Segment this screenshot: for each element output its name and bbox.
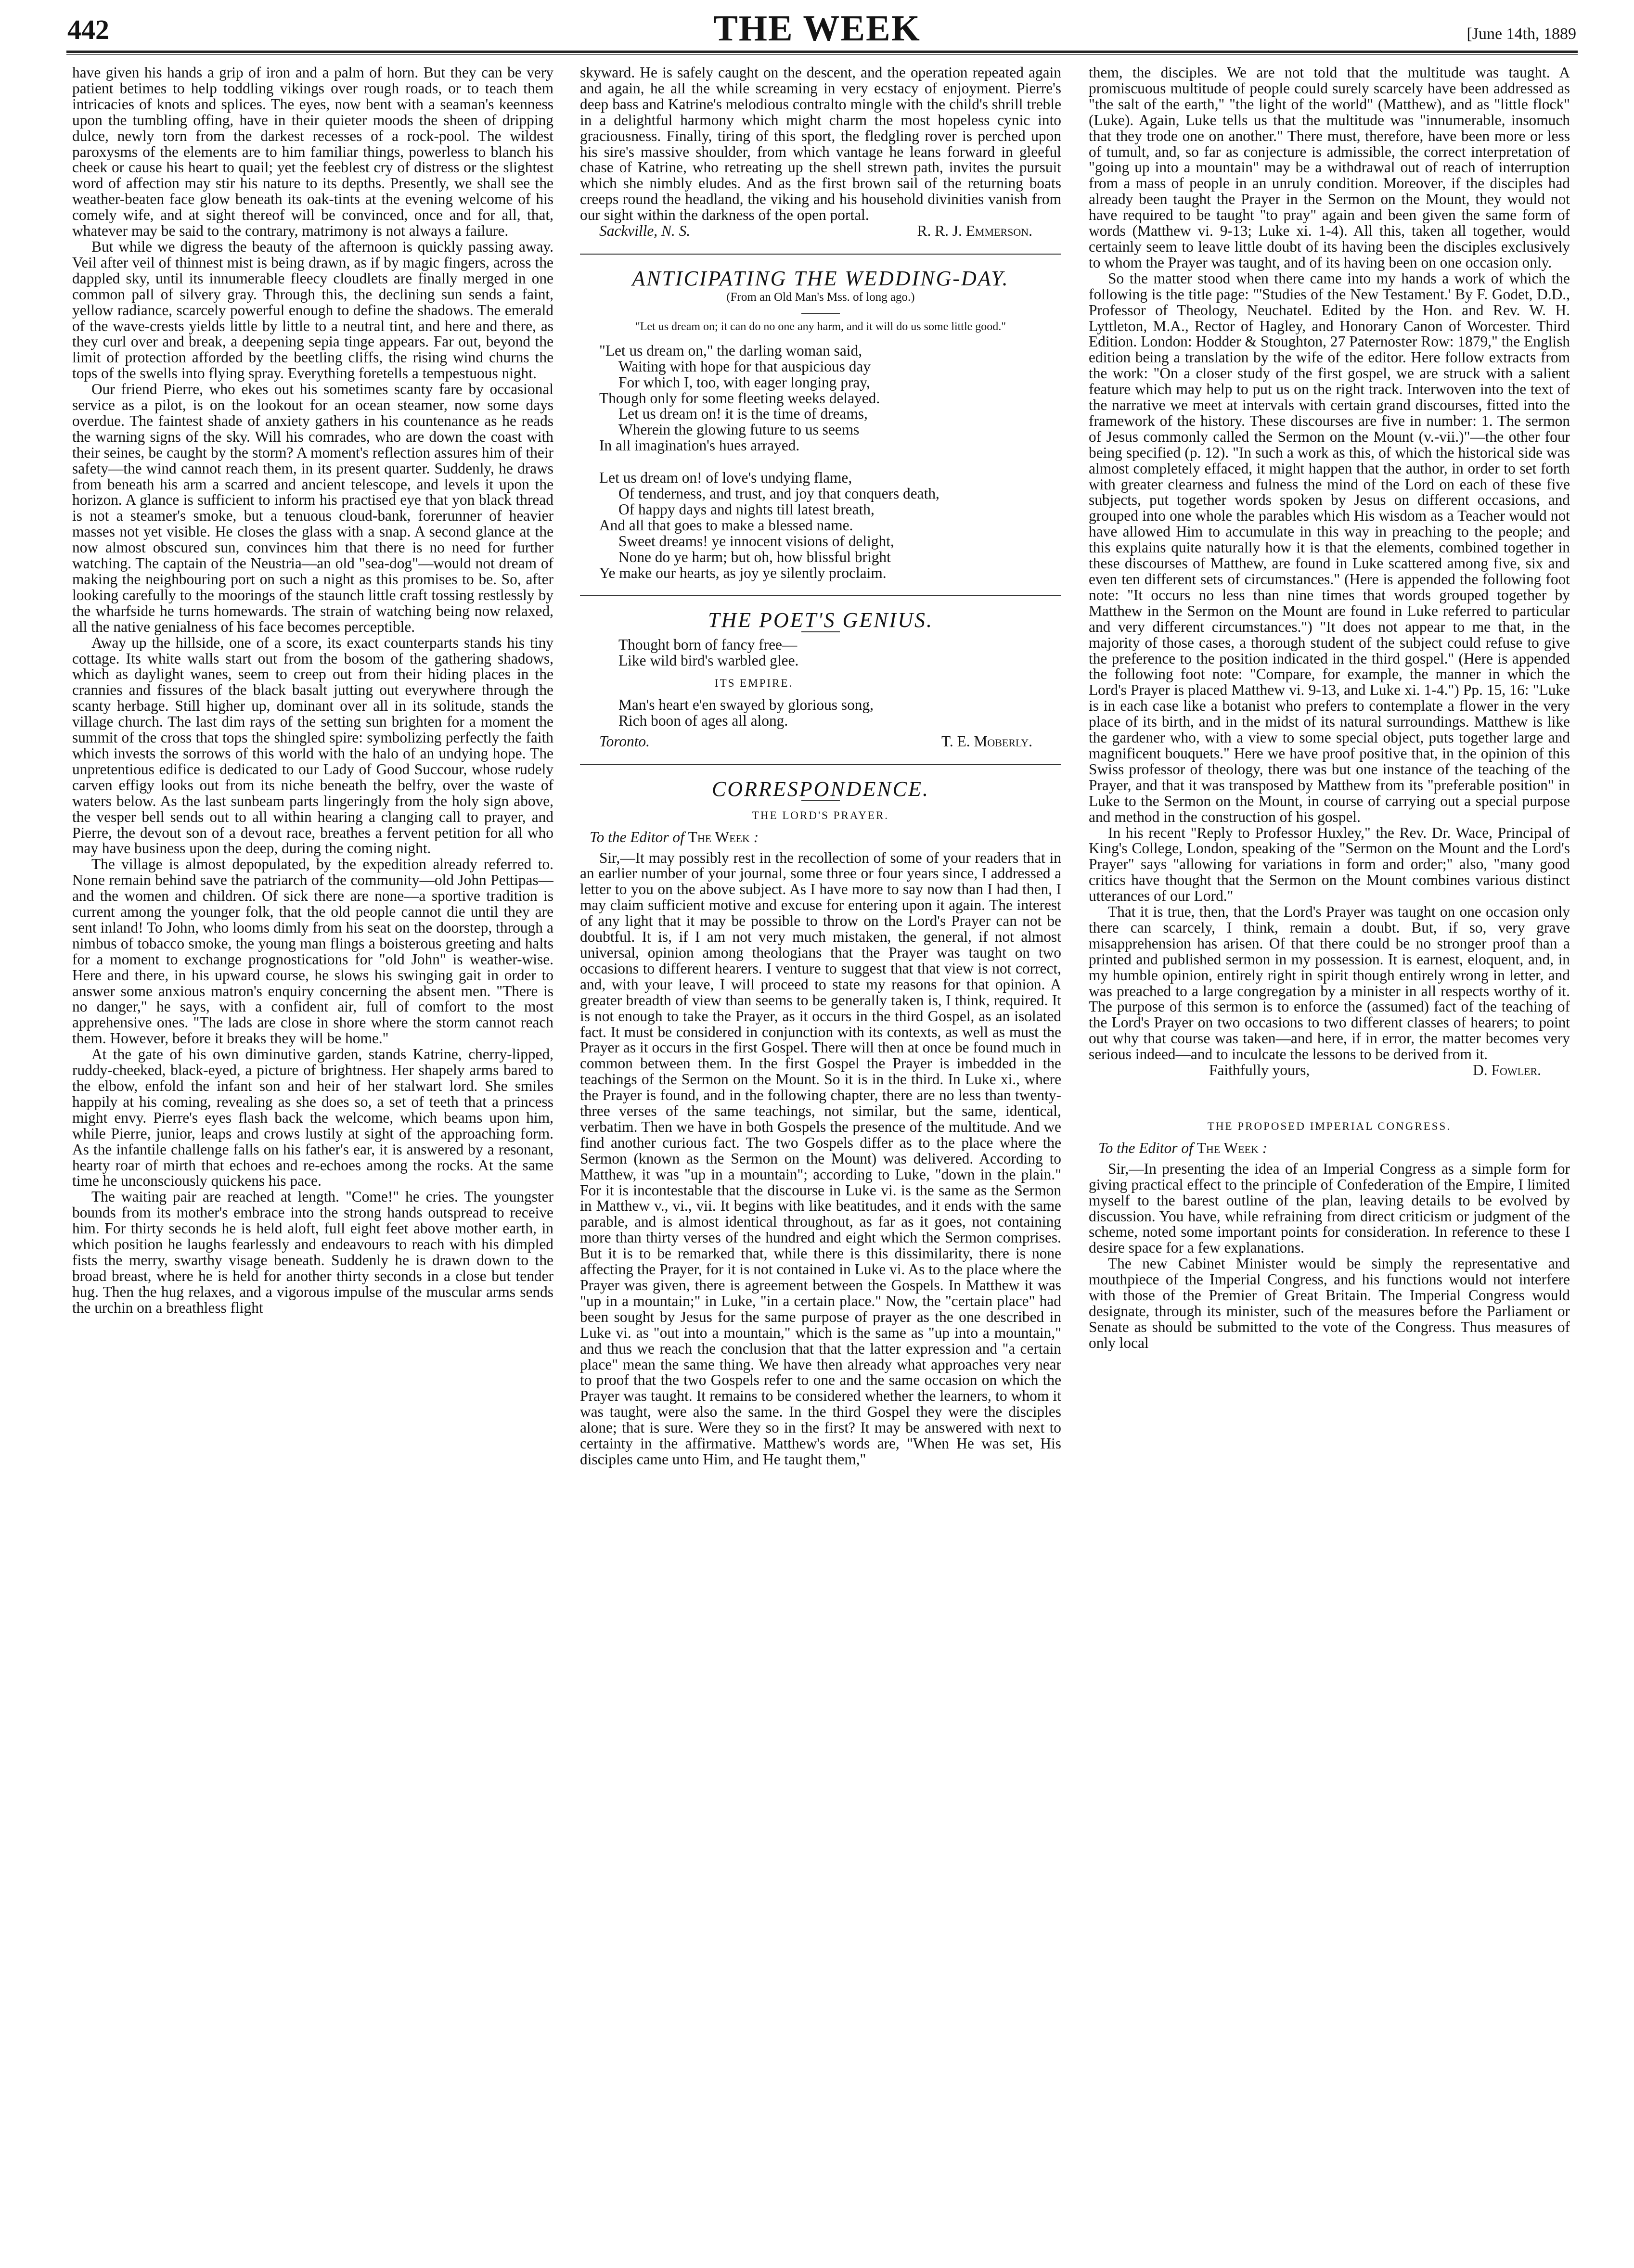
poem-line: Though only for some fleeting weeks delayed. — [599, 389, 880, 407]
paragraph: Sir,—It may possibly rest in the recollection of some of your readers that in an earlier number of your journal, some three or four years since, I addressed a letter to you on the above subject. As I have more to say now than I had then, I may claim sufficient motive and excuse for entering upon it again. The interest of any light that it may be possible to throw on the Lord's Prayer can not be doubtful. It is, if I am not very much mistaken, the general, if not almost universal, opinion among theologians that the Prayer was taught on two occasions to different hearers. I venture to suggest that that view is not correct, and, with your leave, I will proceed to state my reasons for that opinion. A greater breadth of view than seems to be generally taken is, I think, required. It is not enough to take the Prayer, as it occurs in the third Gospel, as an isolated fact. It must be considered in conjunction with its contexts, as well as must the Prayer as it occurs in the first Gospel. There will then at once be found much in common between them. In the first Gospel the Prayer is imbedded in the teachings of the Sermon on the Mount. So it is in the third. In Luke xi., where the Prayer is found, and in the following chapter, there are no less than twenty-three verses of the same teachings, not similar, but the same, identical, verbatim. Then we have in both Gospels the presence of the multitude. And we find another curious fact. The two Gospels differ as to the place where the Sermon (known as the Sermon on the Mount) was delivered. According to Matthew, it was "up in a mountain"; according to Luke, "down in the plain." For it is incontestable that the discourse in Luke vi. is the same as the Sermon in Matthew v., vi., vii. It begins with like beatitudes, and it ends with the same parable, and is almost identical throughout, as far as it goes, not containing more than thirty verses of the hundred and eight which the Sermon comprises. But it is to be remarked that, while there is this dissimilarity, there is none affecting the Prayer, for it is not contained in Luke vi. As to the place where the Prayer was given, there is agreement between the Gospels. In Matthew it was "up in a mountain;" in Luke, "in a certain place." Now, the "certain place" had been sought by Jesus for the same purpose of prayer as the one described in Luke vi. as "out into a mountain," which is the same as "up into a mountain," and thus we reach the conclusion that that the latter expression and "a certain place" mean the same thing. We have then already what approaches very near to proof that the two Gospels refer to one and the same occasion on which the Prayer was taught. It remains to be considered whether the learners, to whom it was taught, were also the same. In the third Gospel they were the disciples alone; that is sure. Were they so in the first? It may be answered with next to certainty in the affirmative. Matthew's words are, "When He was set, His disciples came unto Him, and He taught them," — [580, 849, 1061, 1468]
poem-epigraph: "Let us dream on; it can do no one any harm, and it will do us some little good." — [635, 320, 1006, 333]
paragraph: So the matter stood when there came into my hands a work of which the following is the title page: "'Studies of the New Testament.' By F. Godet, D.D., Professor of Theology, Neuchatel. Edited by the Hon. and Rev. W. H. Lyttleton, M.A., Rector of Hagley, and Honorary Canon of Worcester. Third Edition. London: Hodder & Stoughton, 27 Paternoster Row: 1879," the English edition being a translation by the wife of the editor. Here follow extracts from the work: "On a closer study of the first gospel, we are struck with a salient feature which may help to put us on the right track. Interwoven into the text of the narrative we meet at intervals with certain grand discourses, fitted into the framework of the history. These discourses are five in number: 1. The sermon of Jesus commonly called the Sermon on the Mount (v.-vii.)"—the other four being specified (p. 12). "In such a work as this, of which the historical side was almost completely effaced, it might happen that the author, in order to set forth with greater clearness and fulness the mind of the Lord on each of these five subjects, put together words spoken by Jesus on different occasions, and grouped into one whole the parables which His wisdom as a Teacher would not have allowed Him to accumulate in this way in preaching to the people; and this explains quite naturally how it is that the elements, combined together in these discourses of Matthew, are found in Luke scattered among five, six and even ten different sets of circumstances." (Here is appended the following foot note: "It occurs no less than nine times that words grouped together by Matthew in the Sermon on the Mount are found in Luke referred to particular and very different circumstances.") "It does not appear to me that, in the majority of those cases, a thorough student of the subject could refuse to give the preference to the position indicated in the third gospel." (Here is appended the following foot note: "Compare, for example, the manner in which the Lord's Prayer is placed Matthew vi. 9-13, and Luke xi. 1-4.") Pp. 15, 16: "Luke is in each case like a botanist who prefers to contemplate a flower in the very place of its birth, and in the midst of its natural surroundings. Matthew is like the gardener who, with a view to some special object, puts together large and magnificent bouquets." Here we have proof positive that, in the opinion of this Swiss professor of theology, there was but one instance of the teaching of the Prayer, and that it was transposed by Matthew from its "preferable position" in Luke to the Sermon on the Mount, in course of carrying out a special purpose and method in the construction of his gospel. — [1089, 269, 1570, 825]
letter-salutation — [590, 830, 1061, 846]
paragraph: The village is almost depopulated, by the expedition already referred to. None remain behind save the patriarch of the community—old John Pettipas—and the women and children. Of sick there are none—a sportive tradition is current among the younger folk, that the old people cannot die until they are sent inland! To John, who looms dimly from his seat on the doorstep, through a nimbus of tobacco smoke, the young man flings a boisterous greeting and halts for a moment to exchange prognostications for "old John" is weather-wise. Here and there, in his upward course, he slows his swinging gait in order to answer some anxious matron's enquiry concerning the absent men. "There is no danger," he says, with a confident air, full of comfort to the most apprehensive ones. "The lads are close in shore where the storm cannot reach them. However, before it breaks they will be home." — [72, 856, 553, 1047]
signature-author: T. E. Moberly. — [941, 732, 1032, 750]
poem-subheading: ITS EMPIRE. — [715, 677, 794, 690]
poem-line: Like wild bird's warbled glee. — [618, 652, 799, 669]
header-rule-thin — [66, 54, 1578, 55]
column-3 — [1089, 65, 1570, 2259]
poem-line: Man's heart e'en swayed by glorious song, — [618, 696, 874, 714]
closing-text: Faithfully yours, — [1209, 1062, 1310, 1079]
issue-date: [June 14th, 1889 — [1467, 25, 1576, 43]
paragraph: In his recent "Reply to Professor Huxley," the Rev. Dr. Wace, Principal of King's College, London, speaking of the "Sermon on the Mount and the Lord's Prayer" says "allowing for variations in form and order;" also, "many good critics have thought that the Sermon on the Mount combines various distinct utterances of our Lord." — [1089, 824, 1570, 905]
salutation-colon: : — [753, 828, 759, 846]
poem-line: Rich boon of ages all along. — [618, 712, 788, 729]
poem-body — [599, 343, 1061, 581]
poem-line: For which I, too, with eager longing pray, — [618, 373, 870, 391]
paragraph: have given his hands a grip of iron and a palm of horn. But they can be very patient betimes to help toddling vikings over rough roads, or to teach them intricacies of knots and splices. The eyes, now bent with a seaman's keenness upon the tumbling offing, have in their quieter moods the sheen of dripping dulce, newly torn from the darkest recesses of a rock-pool. The wildest paroxysms of the elements are to him familiar things, powerless to blanch his cheek or cause his heart to quail; yet the feeblest cry of distress or the slightest word of affection may stir his nature to its depths. Presently, we shall see the weather-beaten face glow beneath its oak-tints at the evening welcome of his comely wife, and at sight thereof will be convinced, once and for all, that, whatever may be said to the contrary, matrimony is not always a failure. — [72, 65, 553, 240]
poem-line: Of tenderness, and trust, and joy that conquers death, — [618, 485, 939, 502]
page-number: 442 — [67, 14, 109, 45]
salutation-colon: : — [1262, 1139, 1268, 1156]
divider — [801, 313, 840, 314]
poem-line: And all that goes to make a blessed name. — [599, 516, 853, 534]
signature-line — [580, 734, 1061, 750]
paragraph: But while we digress the beauty of the afternoon is quickly passing away. Veil after veil of thinnest mist is being drawn, as if by magic fingers, across the dappled sky, until its innumerable fleecy cloudlets are finally merged in one common pall of silvery gray. Through this, the declining sun sends a faint, yellow radiance, scarcely powerful enough to define the shadows. The emerald of the wave-crests yields little by little to a neutral tint, and here and there, as they curl over and break, a deepening sepia tinge appears. Far out, beyond the limit of protection afforded by the beetling cliffs, the rising wind churns the tops of the swells into flying spray. Everything foretells a tempestuous night. — [72, 238, 553, 382]
column-1 — [72, 65, 553, 2259]
header-rule — [66, 51, 1578, 53]
paragraph: At the gate of his own diminutive garden, stands Katrine, cherry-lipped, ruddy-cheeked, black-eyed, a picture of brightness. Her shapely arms bared to the elbow, enfold the infant son and heir of her stalwart lord. She smiles happily at his coming, revealing as she does so, a set of teeth that a princess might envy. Pierre's eyes flash back the welcome, which beams upon him, while Pierre, junior, leaps and crows lustily at sight of the approaching form. As the infantile challenge falls on his father's ear, it is answered by a resonant, hearty roar of mirth that echoes and re-echoes among the rocks. At the same time he unconsciously quickens his pace. — [72, 1046, 553, 1190]
section-heading: CORRESPONDENCE. — [712, 777, 929, 801]
section-divider — [580, 595, 1061, 596]
column-2 — [580, 65, 1061, 2259]
letter-heading: THE PROPOSED IMPERIAL CONGRESS. — [1207, 1120, 1452, 1132]
masthead-title: THE WEEK — [713, 8, 921, 49]
salutation-paper: The Week — [688, 828, 750, 846]
section-divider — [580, 254, 1061, 255]
paragraph: That it is true, then, that the Lord's Prayer was taught on one occasion only there can scarcely, I think, remain a doubt. But, if so, very grave misapprehension has arisen. Of that there could be no stronger proof than a printed and published sermon in my possession. It is earnest, eloquent, and, in my humble opinion, entirely right in spirit though entirely wrong in letter, and was preached to a large congregation by a minister in all respects worthy of it. The purpose of this sermon is to enforce the (assumed) fact of the teaching of the Lord's Prayer on two occasions to two different classes of hearers; to point out why that course was taken—and here, if in error, the matter becomes very serious indeed—and to inculcate the lessons to be derived from it. — [1089, 903, 1570, 1063]
poem-subtitle: (From an Old Man's Mss. of long ago.) — [726, 290, 915, 304]
salutation-paper: The Week — [1197, 1139, 1259, 1156]
poem-title: THE POET'S GENIUS. — [708, 608, 933, 632]
poem-line: Of happy days and nights till latest breath, — [618, 500, 875, 518]
poem-title: ANTICIPATING THE WEDDING-DAY. — [632, 266, 1009, 290]
poem-line: Waiting with hope for that auspicious day — [618, 358, 871, 375]
paragraph: Sir,—In presenting the idea of an Imperial Congress as a simple form for giving practical effect to the principle of Confederation of the Empire, I limited myself to the barest outline of the plan, leaving details to be evolved by discussion. You have, while refraining from direct criticism or judgment of the scheme, noted some important points for consideration. In reference to these I desire space for a few explanations. — [1089, 1160, 1570, 1256]
salutation-text: To the Editor of — [590, 828, 684, 846]
poem-line: In all imagination's hues arrayed. — [599, 437, 800, 454]
paragraph: Our friend Pierre, who ekes out his sometimes scanty fare by occasional service as a pilot, is on the lookout for an ocean steamer, now some days overdue. The faintest shade of anxiety gathers in his countenance as he reads the warning signs of the sky. Will his comrades, who are down the coast with their seines, be caught by the storm? A moment's reflection assures him of their safety—the wind cannot reach them, in its present quarter. Suddenly, he draws from beneath his arm a scarred and ancient telescope, and levels it upon the horizon. A glance is sufficient to inform his practised eye that yon black thread is not a steamer's smoke, but a tenuous cloud-bank, forerunner of heavier masses not yet visible. He closes the glass with a snap. A second glance at the now almost obscured sun, convinces him that there is no need for further watching. The captain of the Neustria—an old "sea-dog"—would not dream of making the neighbouring port on such a night as this promises to be. So, after looking carefully to the moorings of the staunch little craft tossing restlessly by the wharfside he turns homewards. The strain of watching being now relaxed, all the native genialness of his face becomes perceptible. — [72, 381, 553, 635]
paragraph: The new Cabinet Minister would be simply the representative and mouthpiece of the Imperial Congress, and his functions would not interfere with those of the Premier of Great Britain. The Imperial Congress would designate, through its minister, such of the measures before the Parliament or Senate as should be submitted to the vote of the Congress. Thus measures of only local — [1089, 1255, 1570, 1351]
poem-body — [618, 637, 1061, 729]
letter-salutation — [1098, 1140, 1570, 1156]
closing-signature: D. Fowler. — [1473, 1062, 1541, 1079]
letter-closing — [1089, 1063, 1570, 1078]
poem-line: Ye make our hearts, as joy ye silently proclaim. — [599, 564, 887, 581]
poem-line: "Let us dream on," the darling woman said, — [599, 342, 862, 359]
paragraph: them, the disciples. We are not told that the multitude was taught. A promiscuous multitude of people could surely scarcely have been addressed as "the salt of the earth," "the light of the world" (Matthew), and as "little flock" (Luke). Again, Luke tells us that the multitude was "innumerable, insomuch that they trode one on another." There must, therefore, have been more or less of tumult, and, so far as conjecture is admissible, the correct interpretation of "going up into a mountain" may be a withdrawal out of reach of interruption from a mass of people in an unruly condition. Moreover, if the disciples had already been taught the Prayer in the Sermon on the Mount, they would not have required to be taught "to pray" again and been given the same form of words (Matthew vi. 9-13; Luke xi. 1-4). All this, taken all together, would certainly seem to leave little doubt of its having been the disciples exclusively to whom the Prayer was taught, and of its having been on one occasion only. — [1089, 65, 1570, 271]
section-divider — [580, 764, 1061, 765]
salutation-text: To the Editor of — [1098, 1139, 1193, 1156]
paragraph: skyward. He is safely caught on the descent, and the operation repeated again and again, he all the while screaming in very ecstacy of enjoyment. Pierre's deep bass and Katrine's melodious contralto mingle with the child's shrill treble in a delightful harmony which might charm the most hopeless cynic into graciousness. Finally, tiring of this sport, the fledgling rover is perched upon his sire's massive shoulder, from which vantage he leans forward in gleeful chase of Katrine, who retreating up the shell strewn path, invites the pursuit which she nimbly eludes. And as the first brown sail of the returning boats creeps round the headland, the viking and his household divinities vanish from our sight within the darkness of the open portal. — [580, 65, 1061, 224]
poem-line: Wherein the glowing future to us seems — [618, 421, 860, 438]
paragraph: The waiting pair are reached at length. "Come!" he cries. The youngster bounds from its mother's embrace into the strong hands outspread to receive him. For thirty seconds he is held aloft, full eight feet above mother earth, in which position he laughs fearlessly and endeavours to reach with his dimpled fists the merry, swarthy visage beneath. Suddenly he is drawn down to the broad breast, where he is held for another thirty seconds in a close but tender hug. Then the hug relaxes, and a vigorous impulse of the muscular arms sends the urchin on a breathless flight — [72, 1188, 553, 1316]
signature-place: Sackville, N. S. — [599, 222, 691, 240]
poem-line: Let us dream on! of love's undying flame, — [599, 469, 852, 487]
paragraph: Away up the hillside, one of a score, its exact counterparts stands his tiny cottage. Its white walls start out from the bosom of the gathering shadows, which as daylight wanes, seem to creep out from their hiding places in the crannies and fissures of the black basalt jutting out everywhere through the scanty herbage. Still higher up, dominant over all in its solitude, stands the village church. The last dim rays of the setting sun brighten for a moment the summit of the cross that tops the shingled spire: symbolizing perfectly the faith which invests the sorrows of this world with the halo of an undying hope. The unpretentious edifice is dedicated to our Lady of Good Succour, whose rudely carven effigy looks out from its niche beneath the belfry, over the waste of waters below. As the last sunbeam parts lingeringly from the holy sign above, the vesper bell sends out to all within hearing a clanging call to prayer, and Pierre, the devout son of a devout race, breathes a fervent petition for all who may have business upon the deep, during the coming night. — [72, 634, 553, 857]
signature-place: Toronto. — [599, 732, 650, 750]
signature-author: R. R. J. Emmerson. — [917, 222, 1032, 240]
poem-line: Thought born of fancy free— — [618, 636, 798, 653]
poem-line: None do ye harm; but oh, how blissful bright — [618, 548, 891, 565]
signature-line — [580, 223, 1061, 239]
poem-line: Sweet dreams! ye innocent visions of delight, — [618, 532, 894, 550]
poem-line: Let us dream on! it is the time of dreams, — [618, 405, 868, 423]
letter-heading: THE LORD'S PRAYER. — [752, 809, 889, 821]
